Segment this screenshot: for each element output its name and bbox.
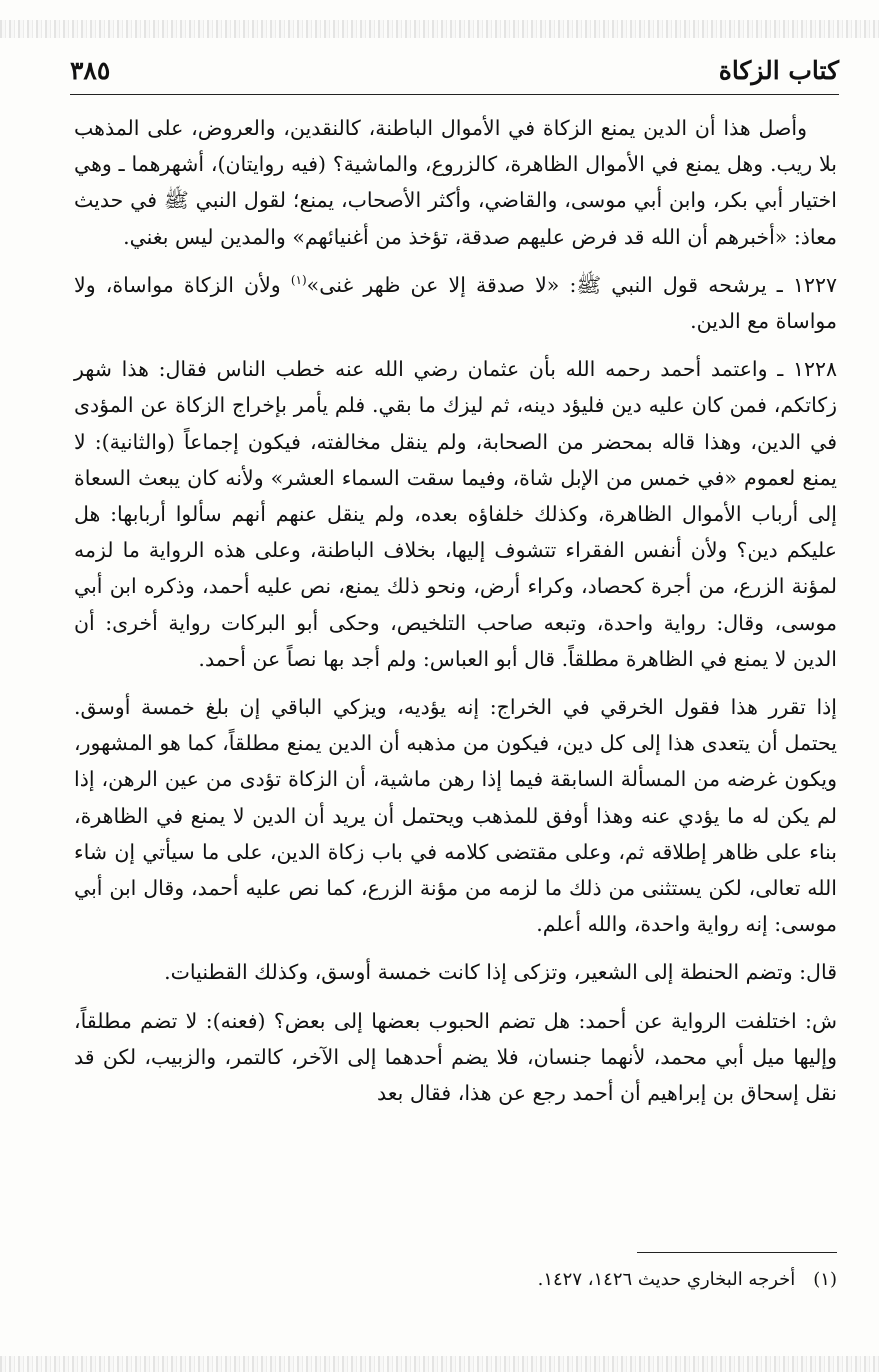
top-border-decoration: [0, 20, 879, 38]
footnote-divider: [637, 1252, 837, 1253]
page-number: ٣٨٥: [70, 56, 111, 85]
running-header: [70, 48, 839, 95]
paragraph-6: ش: اختلفت الرواية عن أحمد: هل تضم الحبوب بعضها إلى بعض؟ (فعنه): لا تضم مطلقاً، وإليها ميل أبي محمد، لأنهما جنسان، فلا يضم أحدهما إلى الآخر، كالتمر، والزبيب، لكن قد نقل إسحاق بن إبراهيم أن أحمد رجع عن هذا، فقال بعد: [74, 1008, 837, 1106]
footnote-text: أخرجه البخاري حديث ١٤٢٦، ١٤٢٧.: [537, 1269, 796, 1290]
bottom-border-decoration: [0, 1356, 879, 1372]
paragraph-4: إذا تقرر هذا فقول الخرقي في الخراج: إنه يؤديه، ويزكي الباقي إن بلغ خمسة أوسق. يحتمل أن يتعدى هذا إلى كل دين، فيكون من مذهبه أن الدين يمنع مطلقاً، كما هو المشهور، ويكون غرضه من المسألة السابقة فيما إذا رهن ماشية، أن الزكاة تؤدى من عين الرهن، إذا لم يكن له ما يؤدي عنه وهذا أوفق للمذهب ويحتمل أن يريد أن الدين لا يمنع في الظاهرة، بناء على ظاهر إطلاقه ثم، وعلى مقتضى كلامه في باب زكاة الدين، على ما سيأتي إن شاء الله تعالى، لكن يستثنى من ذلك ما لزمه من مؤنة الزرع، كما نص عليه أحمد، وقال ابن أبي موسى: إنه رواية واحدة، والله أعلم.: [74, 695, 837, 937]
page-body: [74, 110, 837, 1123]
footnote-number: (١): [813, 1269, 837, 1290]
paragraph-5: قال: وتضم الحنطة إلى الشعير، وتزكى إذا كانت خمسة أوسق، وكذلك القطنيات.: [164, 960, 837, 985]
paragraph-3: ١٢٢٨ ـ واعتمد أحمد رحمه الله بأن عثمان رضي الله عنه خطب الناس فقال: هذا شهر زكاتكم، فمن كان عليه دين فليؤد دينه، ثم ليزك ما بقي. فلم يأمر بإخراج الزكاة عن المؤدى في الدين، وهذا قاله بمحضر من الصحابة، ولم ينقل مخالفته، فيكون إجماعاً (والثانية): لا يمنع لعموم «في خمس من الإبل شاة، وفيما سقت السماء العشر» ولأنه كان يبعث السعاة إلى أرباب الأموال الظاهرة، وكذلك خلفاؤه بعده، ولم ينقل عنهم أنهم سألوا أربابها: هل عليكم دين؟ ولأن أنفس الفقراء تتشوف إليها، بخلاف الباطنة، وعلى هذه الرواية ما لزمه لمؤنة الزرع، من أجرة كحصاد، وكراء أرض، ونحو ذلك يمنع، نص عليه أحمد، وذكره ابن أبي موسى، وقال: رواية واحدة، وتبعه صاحب التلخيص، وحكى أبو البركات رواية أخرى: أن الدين لا يمنع في الظاهرة مطلقاً. قال أبو العباس: ولم أجد بها نصاً عن أحمد.: [74, 357, 837, 671]
footnote-reference[interactable]: (١): [290, 272, 307, 287]
footnote: [74, 1266, 837, 1294]
paragraph-2-tail: ولأن الزكاة مواساة، ولا مواساة مع الدين.: [74, 272, 837, 334]
chapter-title: كتاب الزكاة: [718, 56, 839, 85]
paragraph-2-text: ١٢٢٧ ـ يرشحه قول النبي ﷺ: «لا صدقة إلا عن ظهر غنى»: [306, 272, 837, 297]
paragraph-2: [74, 267, 837, 339]
paragraph-1: وأصل هذا أن الدين يمنع الزكاة في الأموال الباطنة، كالنقدين، والعروض، على المذهب بلا ريب. وهل يمنع في الأموال الظاهرة، كالزروع، والماشية؟ (فيه روايتان)، أشهرهما ـ وهي اختيار أبي بكر، وابن أبي موسى، والقاضي، وأكثر الأصحاب، يمنع؛ لقول النبي ﷺ في حديث معاذ: «أخبرهم أن الله قد فرض عليهم صدقة، تؤخذ من أغنيائهم» والمدين ليس بغني.: [74, 116, 837, 249]
